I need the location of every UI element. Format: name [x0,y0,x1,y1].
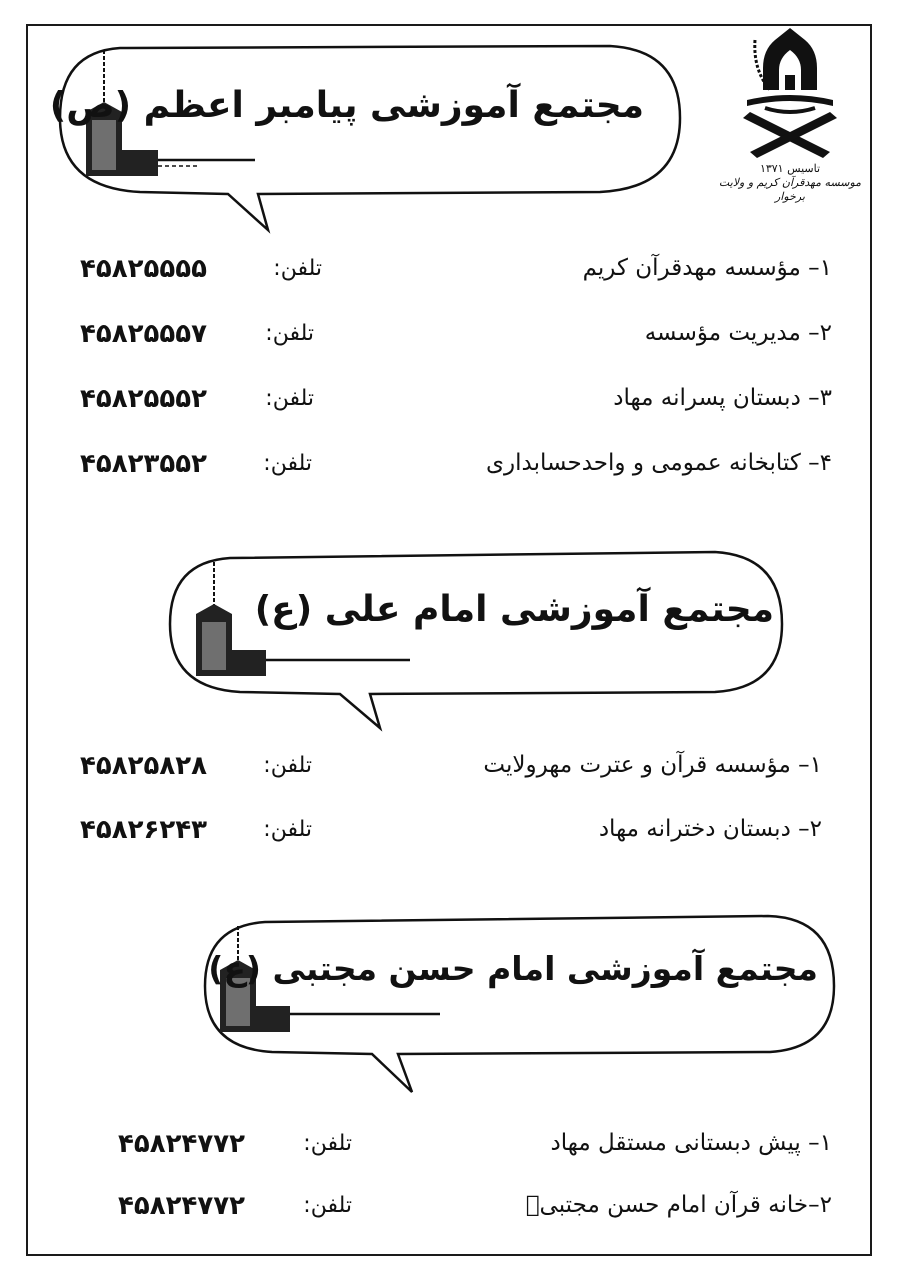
section-1-item-3-phone: ۴۵۸۲۵۵۵۲ [80,384,207,414]
section-2-item-2-phone: ۴۵۸۲۶۲۴۳ [80,815,207,845]
section-2-item-1-phone-label: تلفن: [263,753,312,778]
section-3-title: مجتمع آموزشی امام حسن مجتبی (ع) [208,949,818,988]
section-1-title: مجتمع آموزشی پیامبر اعظم (ص) [49,85,644,126]
section-1-item-3-label: ۳– دبستان پسرانه مهاد [613,385,832,411]
section-2-item-1-label: ۱– مؤسسه قرآن و عترت مهرولایت [483,752,822,778]
section-1-item-2-phone: ۴۵۸۲۵۵۵۷ [80,319,207,349]
logo-caption-name: موسسه مهدقرآن کریم و ولایت برخوار [718,176,862,203]
section-1-item-4-phone-label: تلفن: [263,451,312,476]
section-1-item-2-phone-label: تلفن: [265,321,314,346]
section-1-item-3-phone-label: تلفن: [265,386,314,411]
section-3-item-1-phone: ۴۵۸۲۴۷۷۲ [118,1129,245,1159]
section-3-item-2-phone-label: تلفن: [303,1193,352,1218]
section-3-item-2-phone: ۴۵۸۲۴۷۷۲ [118,1191,245,1221]
section-2-item-2-label: ۲– دبستان دخترانه مهاد [598,816,822,842]
bubble-2 [170,552,782,728]
section-1-item-1-label: ۱– مؤسسه مهدقرآن کریم [582,255,832,281]
bubble-1 [60,46,680,230]
section-3-item-1-phone-label: تلفن: [303,1131,352,1156]
section-1-item-4-phone: ۴۵۸۲۳۵۵۲ [80,449,207,479]
logo-caption-year: تاسیس ۱۳۷۱ [759,162,821,175]
section-2-title: مجتمع آموزشی امام علی (ع) [254,589,774,630]
bubble-3 [205,916,834,1092]
section-3-item-2-label: ۲–خانه قرآن امام حسن مجتبیؑ [525,1192,832,1218]
section-1-item-1-phone-label: تلفن: [273,256,322,281]
section-3-item-1-label: ۱– پیش دبستانی مستقل مهاد [550,1130,832,1156]
section-2-item-1-phone: ۴۵۸۲۵۸۲۸ [80,751,207,781]
section-1-item-2-label: ۲– مدیریت مؤسسه [644,320,832,346]
section-2-item-2-phone-label: تلفن: [263,817,312,842]
section-1-item-4-label: ۴– کتابخانه عمومی و واحدحسابداری [486,450,832,476]
section-1-item-1-phone: ۴۵۸۲۵۵۵۵ [80,254,207,284]
